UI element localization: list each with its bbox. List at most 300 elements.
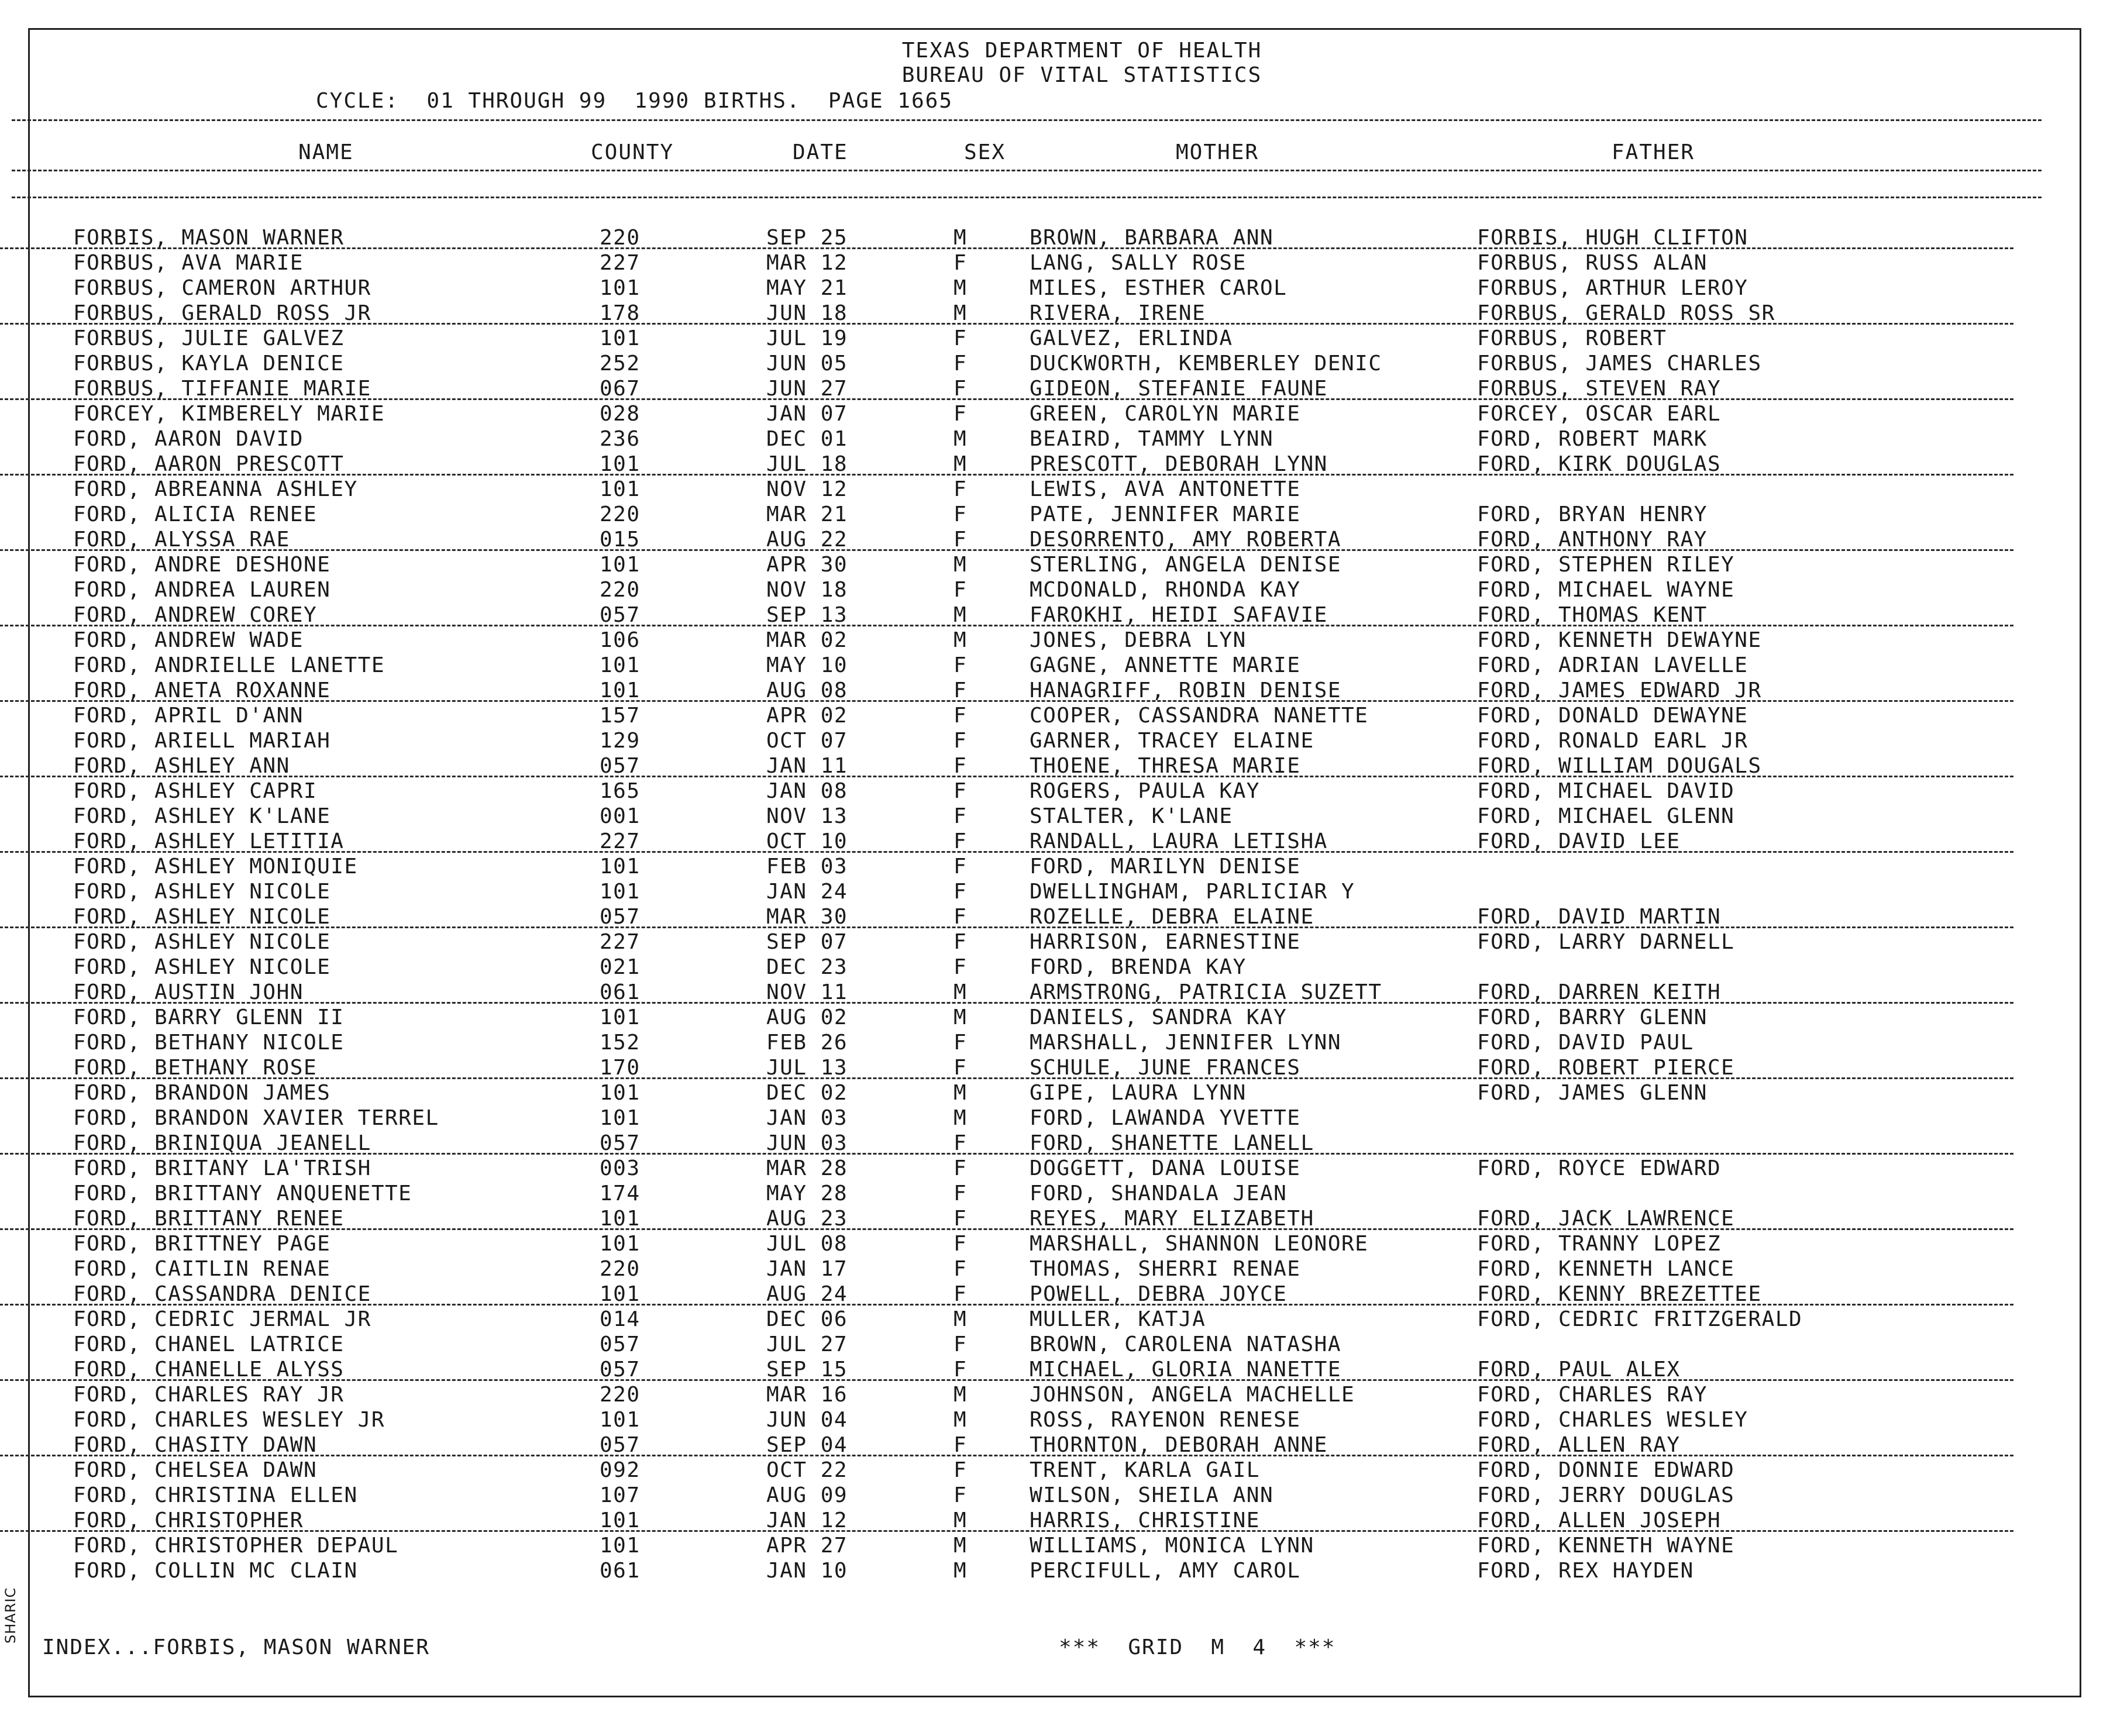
cell-name: FORD, BETHANY NICOLE <box>73 1031 345 1055</box>
cell-sex: F <box>953 1056 968 1080</box>
cell-sex: F <box>953 855 968 879</box>
table-row <box>0 703 2117 728</box>
cell-county: 057 <box>600 603 641 627</box>
table-row <box>0 1357 2117 1382</box>
cell-date: DEC 02 <box>766 1081 848 1105</box>
cell-mother: MCDONALD, RHONDA KAY <box>1030 578 1301 602</box>
cell-date: MAR 21 <box>766 502 848 526</box>
cell-name: FORBUS, TIFFANIE MARIE <box>73 377 371 401</box>
cell-father: FORD, MICHAEL DAVID <box>1477 779 1735 803</box>
cell-sex: M <box>953 1559 968 1583</box>
cell-mother: FORD, LAWANDA YVETTE <box>1030 1106 1301 1130</box>
cell-name: FORD, ANDRE DESHONE <box>73 553 331 577</box>
cell-county: 057 <box>600 1332 641 1356</box>
cell-county: 101 <box>600 653 641 677</box>
cell-sex: F <box>953 578 968 602</box>
cell-date: MAR 16 <box>766 1383 848 1407</box>
cell-date: MAY 10 <box>766 653 848 677</box>
cell-father: FORD, JAMES GLENN <box>1477 1081 1708 1105</box>
cell-date: JUN 04 <box>766 1408 848 1432</box>
cell-county: 220 <box>600 502 641 526</box>
cell-father: FORD, ANTHONY RAY <box>1477 528 1708 552</box>
cell-father: FORCEY, OSCAR EARL <box>1477 402 1722 426</box>
cell-date: JAN 07 <box>766 402 848 426</box>
cell-sex: M <box>953 1534 968 1558</box>
cell-county: 057 <box>600 905 641 929</box>
table-row <box>0 275 2117 301</box>
table-row <box>0 602 2117 628</box>
cell-mother: THORNTON, DEBORAH ANNE <box>1030 1433 1328 1457</box>
cell-county: 101 <box>600 1232 641 1256</box>
cell-sex: F <box>953 1358 968 1382</box>
cell-date: MAR 02 <box>766 628 848 652</box>
column-header-father: FATHER <box>1612 140 1695 164</box>
cell-name: FORD, ASHLEY NICOLE <box>73 905 331 929</box>
cell-mother: GIDEON, STEFANIE FAUNE <box>1030 377 1328 401</box>
cell-father: FORD, DAVID PAUL <box>1477 1031 1694 1055</box>
cell-name: FORD, ASHLEY NICOLE <box>73 930 331 954</box>
cell-father: FORD, MICHAEL GLENN <box>1477 804 1735 828</box>
cell-county: 101 <box>600 326 641 350</box>
cell-name: FORD, ANDRIELLE LANETTE <box>73 653 385 677</box>
cell-name: FORD, APRIL D'ANN <box>73 704 304 728</box>
cell-sex: M <box>953 603 968 627</box>
cell-date: APR 30 <box>766 553 848 577</box>
cell-county: 101 <box>600 1508 641 1532</box>
cell-name: FORD, BRITTNEY PAGE <box>73 1232 331 1256</box>
cell-date: MAR 30 <box>766 905 848 929</box>
cell-date: AUG 02 <box>766 1005 848 1029</box>
cell-sex: F <box>953 880 968 904</box>
column-header-name: NAME <box>298 140 354 164</box>
cell-name: FORD, BRITTANY RENEE <box>73 1207 345 1231</box>
cell-sex: M <box>953 1408 968 1432</box>
cell-county: 101 <box>600 1534 641 1558</box>
cell-name: FORD, ANDREW COREY <box>73 603 318 627</box>
cell-name: FORD, ASHLEY ANN <box>73 754 290 778</box>
row-divider <box>0 323 2013 325</box>
cell-father: FORD, KIRK DOUGLAS <box>1477 452 1722 476</box>
footer-index: INDEX...FORBIS, MASON WARNER <box>42 1635 430 1659</box>
cell-sex: M <box>953 553 968 577</box>
cell-mother: GAGNE, ANNETTE MARIE <box>1030 653 1301 677</box>
table-row <box>0 1382 2117 1407</box>
table-row <box>0 1080 2117 1105</box>
cell-sex: F <box>953 1257 968 1281</box>
cell-name: FORD, BRITTANY ANQUENETTE <box>73 1182 412 1205</box>
cell-name: FORD, ASHLEY MONIQUIE <box>73 855 358 879</box>
table-row <box>0 1558 2117 1583</box>
cell-mother: MILES, ESTHER CAROL <box>1030 276 1288 300</box>
cell-name: FORBUS, CAMERON ARTHUR <box>73 276 371 300</box>
cell-county: 152 <box>600 1031 641 1055</box>
cell-mother: PATE, JENNIFER MARIE <box>1030 502 1301 526</box>
cell-father: FORD, CHARLES RAY <box>1477 1383 1708 1407</box>
cell-father: FORBUS, RUSS ALAN <box>1477 251 1708 275</box>
cell-county: 101 <box>600 1207 641 1231</box>
cell-father: FORBUS, STEVEN RAY <box>1477 377 1722 401</box>
cell-date: FEB 03 <box>766 855 848 879</box>
cell-mother: MARSHALL, SHANNON LEONORE <box>1030 1232 1369 1256</box>
cell-county: 220 <box>600 578 641 602</box>
cell-county: 014 <box>600 1307 641 1331</box>
cell-date: JAN 24 <box>766 880 848 904</box>
column-header-date: DATE <box>793 140 848 164</box>
cell-mother: LEWIS, AVA ANTONETTE <box>1030 477 1301 501</box>
cell-county: 101 <box>600 1106 641 1130</box>
cell-name: FORD, BARRY GLENN II <box>73 1005 345 1029</box>
cell-date: JUL 27 <box>766 1332 848 1356</box>
cell-father: FORD, ALLEN JOSEPH <box>1477 1508 1722 1532</box>
column-header-county: COUNTY <box>591 140 674 164</box>
cell-county: 101 <box>600 477 641 501</box>
cell-sex: M <box>953 1106 968 1130</box>
cell-date: AUG 22 <box>766 528 848 552</box>
cell-date: MAY 21 <box>766 276 848 300</box>
cell-county: 021 <box>600 955 641 979</box>
row-divider <box>0 549 2013 551</box>
table-row <box>0 1131 2117 1156</box>
cell-date: MAR 28 <box>766 1156 848 1180</box>
cell-county: 101 <box>600 452 641 476</box>
cell-mother: THOMAS, SHERRI RENAE <box>1030 1257 1301 1281</box>
cell-date: NOV 18 <box>766 578 848 602</box>
table-row <box>0 1030 2117 1055</box>
cell-mother: LANG, SALLY ROSE <box>1030 251 1247 275</box>
cell-county: 101 <box>600 1081 641 1105</box>
cell-sex: F <box>953 1332 968 1356</box>
cell-county: 057 <box>600 754 641 778</box>
cell-father: FORD, CHARLES WESLEY <box>1477 1408 1748 1432</box>
cell-county: 092 <box>600 1458 641 1482</box>
cell-date: SEP 15 <box>766 1358 848 1382</box>
table-row <box>0 929 2117 955</box>
row-divider <box>0 1379 2013 1381</box>
cell-name: FORD, CHRISTOPHER DEPAUL <box>73 1534 399 1558</box>
cell-mother: ROSS, RAYENON RENESE <box>1030 1408 1301 1432</box>
cell-county: 067 <box>600 377 641 401</box>
cell-county: 061 <box>600 1559 641 1583</box>
table-row <box>0 980 2117 1005</box>
cell-name: FORD, CASSANDRA DENICE <box>73 1282 371 1306</box>
cell-mother: GIPE, LAURA LYNN <box>1030 1081 1247 1105</box>
table-row <box>0 527 2117 552</box>
table-row <box>0 301 2117 326</box>
cell-sex: F <box>953 1131 968 1155</box>
cell-father: FORD, MICHAEL WAYNE <box>1477 578 1735 602</box>
cell-mother: FORD, BRENDA KAY <box>1030 955 1247 979</box>
cell-mother: FORD, SHANETTE LANELL <box>1030 1131 1314 1155</box>
cell-sex: M <box>953 1005 968 1029</box>
table-row <box>0 904 2117 929</box>
cell-father: FORD, KENNETH LANCE <box>1477 1257 1735 1281</box>
cell-sex: F <box>953 729 968 753</box>
cell-county: 101 <box>600 553 641 577</box>
cell-name: FORCEY, KIMBERELY MARIE <box>73 402 385 426</box>
cell-mother: STALTER, K'LANE <box>1030 804 1233 828</box>
cell-father: FORD, ROBERT MARK <box>1477 427 1708 451</box>
cell-sex: F <box>953 829 968 853</box>
cell-sex: M <box>953 452 968 476</box>
cell-date: AUG 08 <box>766 678 848 702</box>
table-row <box>0 1332 2117 1357</box>
cell-county: 057 <box>600 1433 641 1457</box>
table-row <box>0 829 2117 854</box>
cell-date: MAY 28 <box>766 1182 848 1205</box>
cell-county: 174 <box>600 1182 641 1205</box>
cell-county: 106 <box>600 628 641 652</box>
cell-sex: F <box>953 930 968 954</box>
cell-county: 178 <box>600 301 641 325</box>
cell-father: FORD, JAMES EDWARD JR <box>1477 678 1762 702</box>
cell-name: FORBUS, AVA MARIE <box>73 251 304 275</box>
table-row <box>0 452 2117 477</box>
cell-mother: DANIELS, SANDRA KAY <box>1030 1005 1288 1029</box>
cell-name: FORBUS, GERALD ROSS JR <box>73 301 371 325</box>
cell-name: FORD, ARIELL MARIAH <box>73 729 331 753</box>
cell-mother: GREEN, CAROLYN MARIE <box>1030 402 1301 426</box>
cell-mother: JONES, DEBRA LYN <box>1030 628 1247 652</box>
cell-county: 061 <box>600 980 641 1004</box>
cell-mother: GARNER, TRACEY ELAINE <box>1030 729 1314 753</box>
table-row <box>0 1508 2117 1533</box>
cell-father: FORBUS, ROBERT <box>1477 326 1667 350</box>
cell-father: FORD, DAVID LEE <box>1477 829 1681 853</box>
row-divider <box>0 1304 2013 1306</box>
cell-mother: RANDALL, LAURA LETISHA <box>1030 829 1328 853</box>
cell-date: FEB 26 <box>766 1031 848 1055</box>
cell-mother: COOPER, CASSANDRA NANETTE <box>1030 704 1369 728</box>
table-row <box>0 1156 2117 1181</box>
table-row <box>0 1256 2117 1282</box>
cell-sex: F <box>953 1232 968 1256</box>
cell-mother: MICHAEL, GLORIA NANETTE <box>1030 1358 1341 1382</box>
cell-father: FORD, DONALD DEWAYNE <box>1477 704 1748 728</box>
cell-county: 101 <box>600 1282 641 1306</box>
table-row <box>0 1231 2117 1256</box>
row-divider <box>0 1002 2013 1004</box>
table-row <box>0 628 2117 653</box>
cell-date: AUG 23 <box>766 1207 848 1231</box>
cell-county: 252 <box>600 352 641 376</box>
cell-mother: WILLIAMS, MONICA LYNN <box>1030 1534 1314 1558</box>
cell-county: 220 <box>600 1383 641 1407</box>
cell-county: 220 <box>600 226 641 250</box>
cell-date: JUN 18 <box>766 301 848 325</box>
cell-name: FORD, CHELSEA DAWN <box>73 1458 318 1482</box>
cell-date: JAN 03 <box>766 1106 848 1130</box>
cell-name: FORD, BRITANY LA'TRISH <box>73 1156 371 1180</box>
cell-date: JAN 11 <box>766 754 848 778</box>
cell-sex: F <box>953 955 968 979</box>
cell-date: MAR 12 <box>766 251 848 275</box>
cell-date: SEP 04 <box>766 1433 848 1457</box>
cell-mother: THOENE, THRESA MARIE <box>1030 754 1301 778</box>
cell-name: FORD, CEDRIC JERMAL JR <box>73 1307 371 1331</box>
table-row <box>0 1005 2117 1030</box>
table-row <box>0 1533 2117 1558</box>
cell-father: FORD, DAVID MARTIN <box>1477 905 1722 929</box>
cell-date: JUL 13 <box>766 1056 848 1080</box>
cycle-line: CYCLE: 01 THROUGH 99 1990 BIRTHS. PAGE 1665 <box>316 89 953 113</box>
cell-county: 227 <box>600 930 641 954</box>
table-row <box>0 1181 2117 1206</box>
table-row <box>0 753 2117 779</box>
cell-mother: BROWN, CAROLENA NATASHA <box>1030 1332 1341 1356</box>
table-row <box>0 502 2117 527</box>
cell-date: SEP 25 <box>766 226 848 250</box>
cell-name: FORD, ALICIA RENEE <box>73 502 318 526</box>
cell-mother: DOGGETT, DANA LOUISE <box>1030 1156 1301 1180</box>
cell-name: FORD, ASHLEY NICOLE <box>73 955 331 979</box>
cell-date: JAN 10 <box>766 1559 848 1583</box>
cell-name: FORD, CAITLIN RENAE <box>73 1257 331 1281</box>
cell-mother: POWELL, DEBRA JOYCE <box>1030 1282 1288 1306</box>
side-watermark: SHARIC <box>2 1587 19 1644</box>
cell-father: FORD, JACK LAWRENCE <box>1477 1207 1735 1231</box>
cell-father: FORD, BARRY GLENN <box>1477 1005 1708 1029</box>
cell-name: FORD, BRINIQUA JEANELL <box>73 1131 371 1155</box>
cell-mother: PERCIFULL, AMY CAROL <box>1030 1559 1301 1583</box>
cell-date: JAN 12 <box>766 1508 848 1532</box>
cell-mother: BEAIRD, TAMMY LYNN <box>1030 427 1274 451</box>
table-row <box>0 955 2117 980</box>
cell-father: FORD, REX HAYDEN <box>1477 1559 1694 1583</box>
cell-sex: F <box>953 477 968 501</box>
table-row <box>0 1307 2117 1332</box>
cell-sex: M <box>953 427 968 451</box>
header-divider <box>12 119 2042 121</box>
cell-date: JUL 08 <box>766 1232 848 1256</box>
cell-father: FORD, ADRIAN LAVELLE <box>1477 653 1748 677</box>
cell-date: AUG 09 <box>766 1483 848 1507</box>
cell-date: JUN 03 <box>766 1131 848 1155</box>
cell-sex: F <box>953 1458 968 1482</box>
document-title: TEXAS DEPARTMENT OF HEALTH <box>901 39 1262 63</box>
cell-sex: F <box>953 1182 968 1205</box>
cell-name: FORD, ASHLEY NICOLE <box>73 880 331 904</box>
cell-mother: DWELLINGHAM, PARLICIAR Y <box>1030 880 1355 904</box>
cell-name: FORBUS, JULIE GALVEZ <box>73 326 345 350</box>
column-header-mother: MOTHER <box>1176 140 1259 164</box>
cell-county: 101 <box>600 1408 641 1432</box>
table-row <box>0 577 2117 602</box>
cell-mother: DUCKWORTH, KEMBERLEY DENIC <box>1030 352 1382 376</box>
cell-mother: ROZELLE, DEBRA ELAINE <box>1030 905 1314 929</box>
cell-sex: F <box>953 779 968 803</box>
cell-sex: F <box>953 678 968 702</box>
table-row <box>0 653 2117 678</box>
cell-sex: F <box>953 352 968 376</box>
cell-county: 165 <box>600 779 641 803</box>
cell-county: 101 <box>600 678 641 702</box>
row-divider <box>0 1530 2013 1532</box>
cell-sex: F <box>953 704 968 728</box>
records-table <box>0 225 2117 1583</box>
cell-name: FORD, CHARLES RAY JR <box>73 1383 345 1407</box>
cell-sex: F <box>953 502 968 526</box>
cell-name: FORD, CHANELLE ALYSS <box>73 1358 345 1382</box>
row-divider <box>0 1077 2013 1079</box>
row-divider <box>0 1455 2013 1456</box>
cell-county: 001 <box>600 804 641 828</box>
cell-date: SEP 07 <box>766 930 848 954</box>
document-subtitle: BUREAU OF VITAL STATISTICS <box>901 63 1262 87</box>
cell-mother: REYES, MARY ELIZABETH <box>1030 1207 1314 1231</box>
table-row <box>0 854 2117 879</box>
cell-mother: WILSON, SHEILA ANN <box>1030 1483 1274 1507</box>
cell-mother: GALVEZ, ERLINDA <box>1030 326 1233 350</box>
cell-sex: F <box>953 1207 968 1231</box>
cell-date: JAN 08 <box>766 779 848 803</box>
cell-mother: TRENT, KARLA GAIL <box>1030 1458 1260 1482</box>
row-divider <box>0 1228 2013 1230</box>
cell-county: 057 <box>600 1358 641 1382</box>
row-divider <box>0 625 2013 626</box>
cell-father: FORBIS, HUGH CLIFTON <box>1477 226 1748 250</box>
cell-date: DEC 23 <box>766 955 848 979</box>
cell-mother: RIVERA, IRENE <box>1030 301 1206 325</box>
cell-date: OCT 10 <box>766 829 848 853</box>
table-row <box>0 326 2117 351</box>
cell-father: FORD, ROYCE EDWARD <box>1477 1156 1722 1180</box>
cell-mother: PRESCOTT, DEBORAH LYNN <box>1030 452 1328 476</box>
cell-county: 101 <box>600 1005 641 1029</box>
cell-mother: HANAGRIFF, ROBIN DENISE <box>1030 678 1341 702</box>
cell-date: AUG 24 <box>766 1282 848 1306</box>
cell-date: OCT 07 <box>766 729 848 753</box>
cell-county: 003 <box>600 1156 641 1180</box>
cell-father: FORD, KENNETH WAYNE <box>1477 1534 1735 1558</box>
cell-county: 107 <box>600 1483 641 1507</box>
cell-date: JUN 27 <box>766 377 848 401</box>
table-row <box>0 1055 2117 1080</box>
cell-date: JUN 05 <box>766 352 848 376</box>
table-row <box>0 678 2117 703</box>
row-divider <box>0 776 2013 777</box>
cell-mother: HARRIS, CHRISTINE <box>1030 1508 1260 1532</box>
table-row <box>0 1483 2117 1508</box>
cell-sex: F <box>953 377 968 401</box>
cell-county: 015 <box>600 528 641 552</box>
cell-name: FORD, ANDREA LAUREN <box>73 578 331 602</box>
table-row <box>0 426 2117 452</box>
cell-date: NOV 11 <box>766 980 848 1004</box>
table-row <box>0 1282 2117 1307</box>
cell-sex: M <box>953 276 968 300</box>
cell-county: 129 <box>600 729 641 753</box>
column-header-rule-2 <box>12 197 2042 198</box>
cell-sex: F <box>953 1282 968 1306</box>
cell-father: FORD, DONNIE EDWARD <box>1477 1458 1735 1482</box>
cell-sex: M <box>953 301 968 325</box>
cell-sex: M <box>953 226 968 250</box>
cell-name: FORD, COLLIN MC CLAIN <box>73 1559 358 1583</box>
cell-sex: M <box>953 1383 968 1407</box>
cell-sex: M <box>953 1081 968 1105</box>
cell-mother: HARRISON, EARNESTINE <box>1030 930 1301 954</box>
table-row <box>0 1105 2117 1131</box>
cell-sex: F <box>953 1483 968 1507</box>
cell-mother: FORD, MARILYN DENISE <box>1030 855 1301 879</box>
cell-name: FORD, ASHLEY K'LANE <box>73 804 331 828</box>
cell-father: FORD, JERRY DOUGLAS <box>1477 1483 1735 1507</box>
cell-date: APR 02 <box>766 704 848 728</box>
cell-father: FORD, ROBERT PIERCE <box>1477 1056 1735 1080</box>
table-row <box>0 250 2117 275</box>
cell-father: FORD, PAUL ALEX <box>1477 1358 1681 1382</box>
cell-mother: SCHULE, JUNE FRANCES <box>1030 1056 1301 1080</box>
